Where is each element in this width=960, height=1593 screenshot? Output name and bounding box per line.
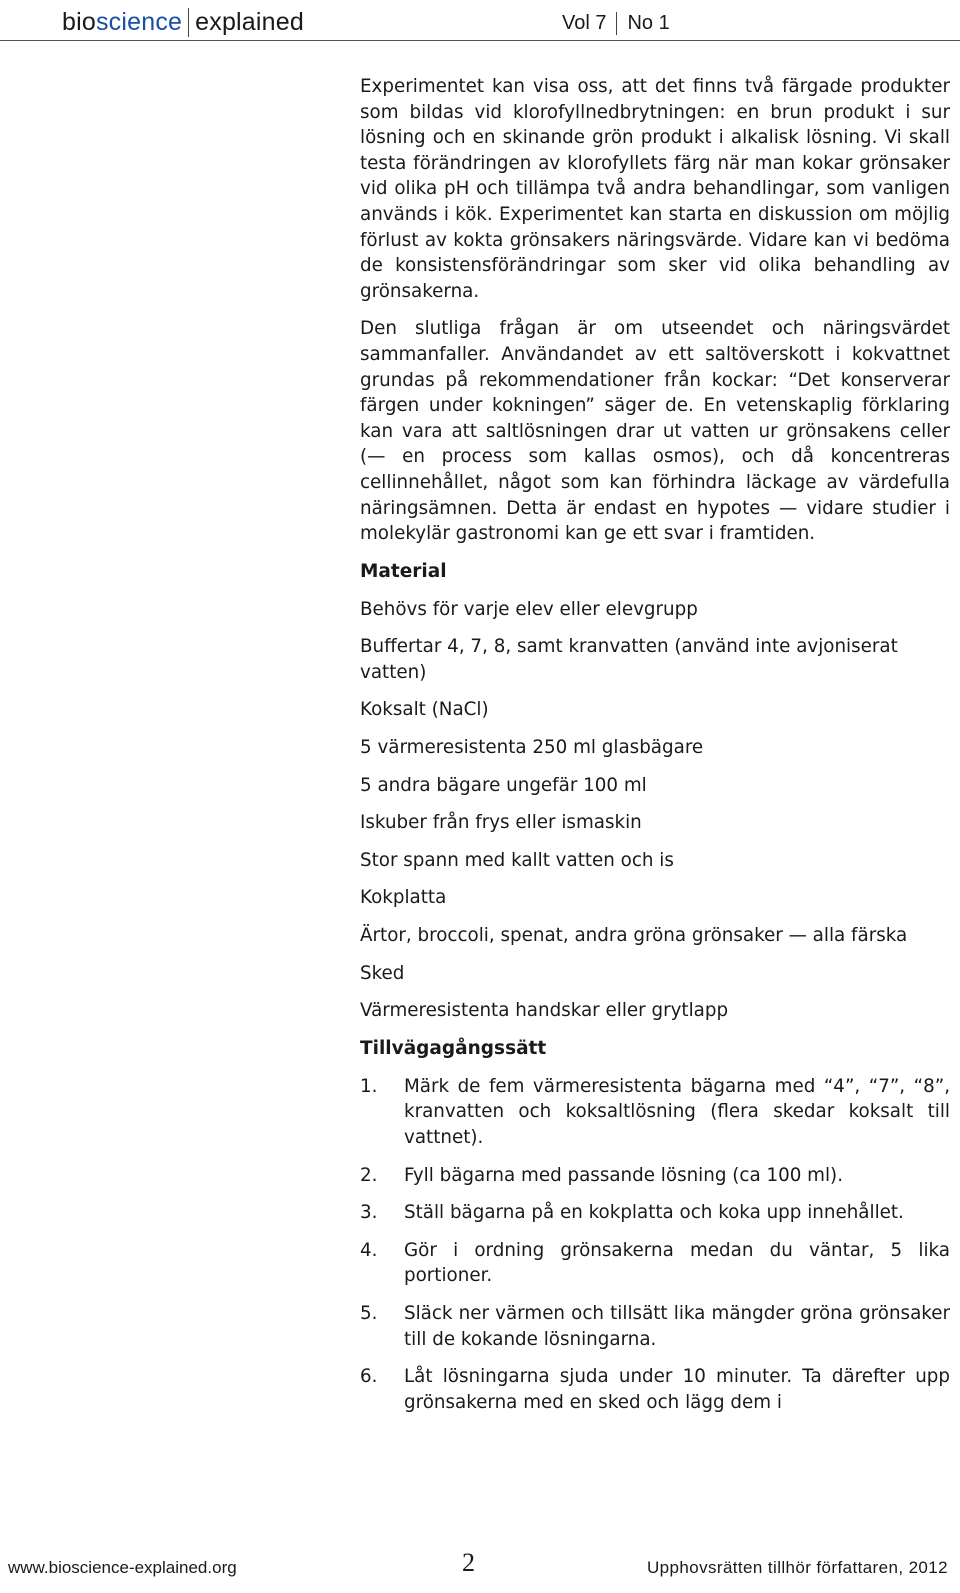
article-body [360,74,950,1427]
page-number: 2 [462,1548,475,1577]
material-item: Behövs för varje elev eller elevgrupp [360,598,698,620]
step-text: Gör i ordning grönsakerna medan du väntar, 5 lika portioner. [404,1239,950,1287]
step-number: 1. [360,1075,378,1097]
procedure-list [360,1074,950,1416]
step-text: Märk de fem värmeresistenta bägarna med “4”, “7”, “8”, kranvatten och koksaltlösning (flera skedar koksalt till vattnet). [404,1075,950,1148]
material-item: Stor spann med kallt vatten och is [360,849,674,871]
copyright-notice: Upphovsrätten tillhör författaren, 2012 [647,1558,948,1577]
brand-explained: explained [188,8,304,37]
issue-info [562,12,670,35]
material-item: Koksalt (NaCl) [360,699,489,721]
procedure-step [360,1238,950,1289]
number-label: No 1 [616,12,669,35]
material-heading: Material [360,560,447,582]
page-footer [0,1540,960,1593]
material-item: 5 andra bägare ungefär 100 ml [360,774,647,796]
step-number: 4. [360,1239,378,1261]
procedure-step [360,1163,950,1189]
brand-bio: bio [62,8,96,36]
procedure-step [360,1364,950,1415]
header-rule [0,40,960,41]
journal-logo [62,8,304,37]
page-header [0,0,960,42]
volume-label: Vol 7 [562,12,607,34]
material-item: Sked [360,962,405,984]
procedure-heading: Tillvägagångssätt [360,1037,547,1059]
step-number: 6. [360,1366,378,1388]
material-item: Kokplatta [360,887,447,909]
footer-url-link[interactable]: www.bioscience-explained.org [8,1558,237,1577]
step-text: Ställ bägarna på en kokplatta och koka upp innehållet. [404,1202,904,1224]
material-item: Ärtor, broccoli, spenat, andra gröna grönsaker — alla färska [360,925,908,947]
material-item: Buffertar 4, 7, 8, samt kranvatten (använd inte avjoniserat vatten) [360,636,898,683]
material-item: 5 värmeresistenta 250 ml glasbägare [360,737,704,759]
discussion-paragraph: Den slutliga frågan är om utseendet och näringsvärdet sammanfaller. Användandet av ett saltöverskott i kokvattnet grundas på rekommendationer från kockar: “Det konserverar färgen under kokningen” säger de. En vetenskaplig förklaring kan vara att saltlösningen drar ut vatten ur grönsakens celler (— en process som kallas osmos), och då koncentreras cellinnehållet, något som kan förhindra läckage av värdefulla näringsämnen. Detta är endast en hypotes — vidare studier i molekylär gastronomi kan ge ett svar i framtiden. [360,318,950,545]
intro-paragraph: Experimentet kan visa oss, att det finns två färgade produkter som bildas vid klorofyllnedbrytningen: en brun produkt i sur lösning och en skinande grön produkt i alkalisk lösning. Vi skall testa förändringen av klorofyllets färg när man kokar grönsaker vid olika pH och tillämpa två andra behandlingar, som vanligen används i kök. Experimentet kan starta en diskussion om möjlig förlust av kokta grönsakers näringsvärde. Vidare kan vi bedöma de konsistensförändringar som sker vid olika behandling av grönsakerna. [360,76,950,302]
step-number: 3. [360,1202,378,1224]
material-item: Värmeresistenta handskar eller grytlapp [360,1000,729,1022]
procedure-step [360,1200,950,1226]
procedure-step [360,1074,950,1151]
procedure-step [360,1301,950,1352]
step-text: Fyll bägarna med passande lösning (ca 100 ml). [404,1164,843,1186]
material-item: Iskuber från frys eller ismaskin [360,812,642,834]
step-number: 5. [360,1302,378,1324]
step-text: Låt lösningarna sjuda under 10 minuter. Ta därefter upp grönsakerna med en sked och lägg dem i [404,1366,950,1413]
step-text: Släck ner värmen och tillsätt lika mängder gröna grönsaker till de kokande lösningarna. [404,1302,950,1350]
step-number: 2. [360,1164,378,1186]
brand-science: science [95,8,183,36]
